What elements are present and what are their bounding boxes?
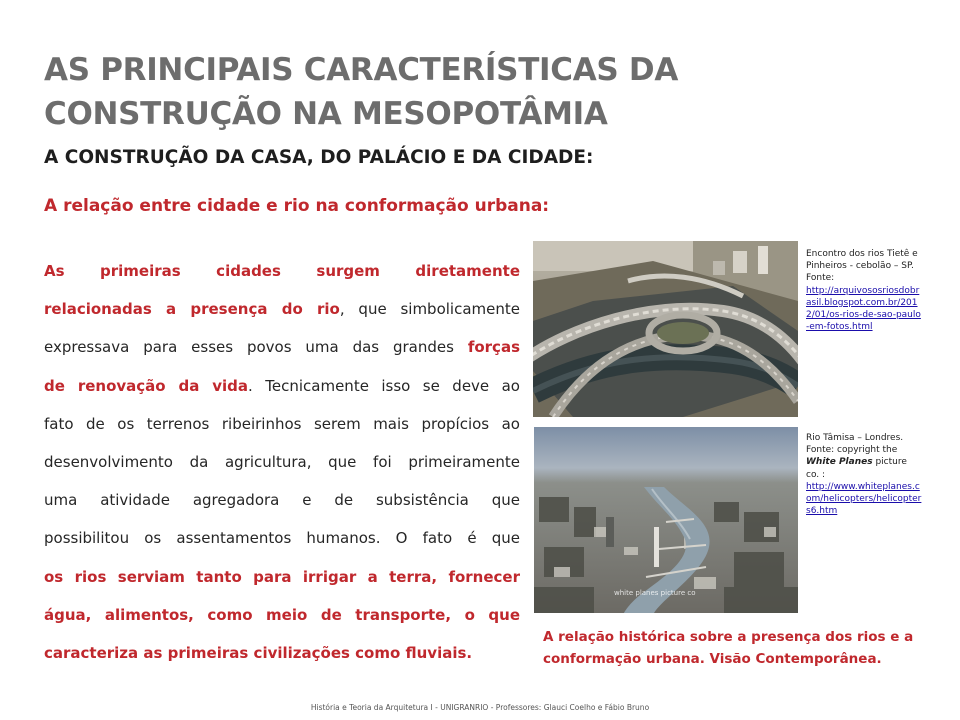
body-line: desenvolvimento da agricultura, que foi primeiramente [44,453,520,472]
body-line: de renovação da vida. Tecnicamente isso se deve ao [44,376,520,395]
body-line: fato de os terrenos ribeirinhos serem mais propícios ao [44,414,520,433]
slide-subtitle: A CONSTRUÇÃO DA CASA, DO PALÁCIO E DA CIDADE: [44,147,594,168]
body-line: relacionadas a presença do rio, que simbolicamente [44,300,520,319]
body-line: As primeiras cidades surgem diretamente [44,262,520,280]
photo1-caption-text: Encontro dos rios Tietê e Pinheiros - cebolão – SP. [806,249,918,272]
photos-caption: A relação histórica sobre a presença dos rios e a conformação urbana. Visão Contemporânea. [543,629,914,667]
slide-title [44,48,804,136]
photo2-source-bold: White Planes [806,457,873,468]
title-line-2: CONSTRUÇÃO NA MESOPOTÂMIA [44,96,608,132]
body-line: uma atividade agregadora e de subsistência que [44,491,520,510]
photo1-caption [806,248,924,333]
photo-highway-interchange [533,241,798,417]
photo-thames-london [534,427,798,613]
body-line: caracteriza as primeiras civilizações como fluviais. [44,644,473,663]
section-heading: A relação entre cidade e rio na conformação urbana: [44,196,550,216]
photo2-source-prefix: Fonte: copyright the [806,445,898,456]
interchange-illustration [533,241,798,417]
body-line: água, alimentos, como meio de transporte, o que [44,605,520,624]
body-line: os rios serviam tanto para irrigar a terra, fornecer [44,567,520,586]
photo2-source-suffix: picture co. : [806,457,907,480]
london-aerial-illustration [534,427,798,613]
body-line: possibilitou os assentamentos humanos. O fato é que [44,529,520,548]
photo1-source-label: Fonte: [806,273,835,284]
photo2-source-link[interactable]: http://www.whiteplanes.com/helicopters/helicopters6.htm [806,481,922,517]
photo1-source-link[interactable]: http://arquivososriosdobrasil.blogspot.com.br/2012/01/os-rios-de-sao-paulo-em-fotos.html [806,285,921,333]
body-line: expressava para esses povos uma das grandes forças [44,338,520,357]
photo2-watermark: white planes picture co [614,589,696,597]
slide-footer: História e Teoria da Arquitetura I - UNIGRANRIO - Professores: Glauci Coelho e Fábio Bruno [310,703,650,712]
photo2-caption-text: Rio Tâmisa – Londres. [806,433,904,443]
body-paragraph [44,252,520,672]
title-line-1: AS PRINCIPAIS CARACTERÍSTICAS DA [44,52,679,88]
photo2-caption [806,432,922,517]
